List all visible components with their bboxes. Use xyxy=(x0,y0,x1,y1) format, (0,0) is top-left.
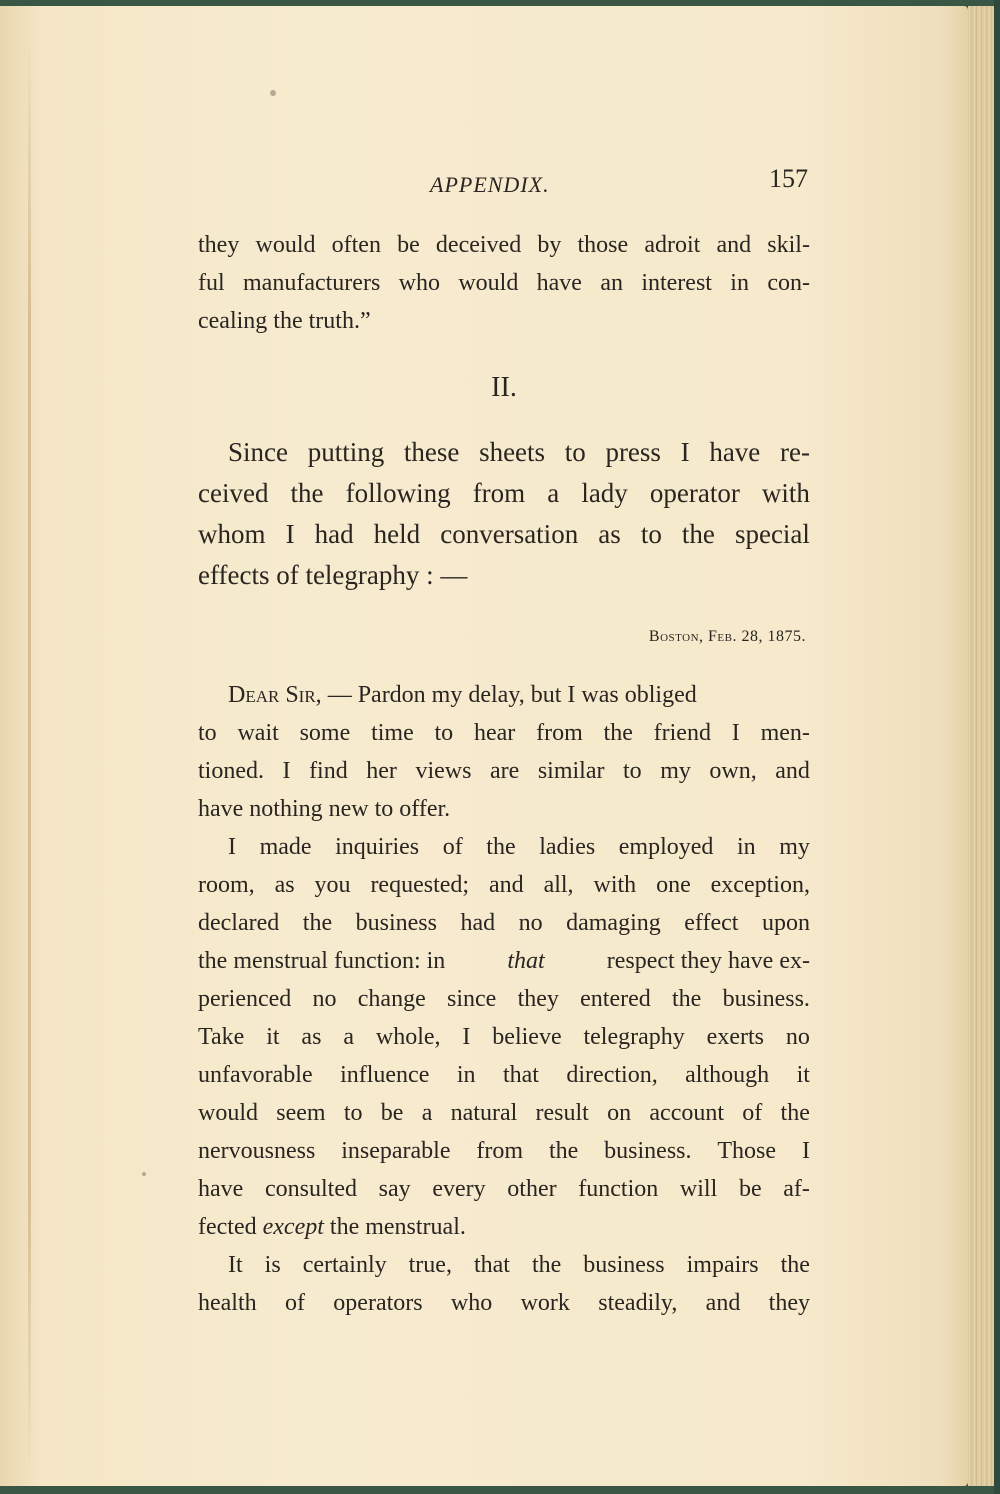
ink-speck xyxy=(142,1172,146,1176)
text-line: declared the business had no damaging effect upon xyxy=(198,910,810,936)
text-line: I made inquiries of the ladies employed in my xyxy=(228,834,810,860)
text-line: ceived the following from a lady operator with xyxy=(198,478,810,508)
text-line: It is certainly true, that the business impairs the xyxy=(228,1252,810,1278)
page-gutter-shadow xyxy=(28,36,31,1476)
section-heading: II. xyxy=(491,372,517,403)
text-line: nervousness inseparable from the business. Those I xyxy=(198,1138,810,1164)
text-line: health of operators who work steadily, and they xyxy=(198,1290,810,1316)
text-line: have consulted say every other function will be af- xyxy=(198,1176,810,1202)
text-line: have nothing new to offer. xyxy=(198,796,451,822)
paragraph-continuation xyxy=(198,226,810,340)
text-line xyxy=(198,942,810,980)
text-span: — Pardon my delay, but I was obliged xyxy=(327,682,697,708)
text-line: they would often be deceived by those adroit and skil- xyxy=(198,232,810,258)
text-line: Since putting these sheets to press I have re- xyxy=(228,437,810,467)
text-line: tioned. I find her views are similar to my own, and xyxy=(198,758,810,784)
text-line: cealing the truth.” xyxy=(198,308,371,334)
paragraph-intro xyxy=(198,432,810,596)
text-line xyxy=(198,676,810,714)
letter-paragraph-2 xyxy=(198,828,810,1246)
ink-speck xyxy=(270,90,276,96)
text-span: the menstrual function: in xyxy=(198,948,446,974)
page-text xyxy=(198,160,810,1322)
text-span: the menstrual. xyxy=(329,1214,466,1240)
text-line: room, as you requested; and all, with one exception, xyxy=(198,872,810,898)
running-title: APPENDIX. xyxy=(430,172,550,197)
letter-salutation: Dear Sir, xyxy=(228,682,322,708)
text-span: fected xyxy=(198,1214,257,1240)
text-line: perienced no change since they entered the business. xyxy=(198,986,810,1012)
text-line: to wait some time to hear from the friend I men- xyxy=(198,720,810,746)
text-line: effects of telegraphy : — xyxy=(198,560,468,590)
text-line: ful manufacturers who would have an interest in con- xyxy=(198,270,810,296)
text-line: would seem to be a natural result on account of the xyxy=(198,1100,810,1126)
text-line xyxy=(198,1208,810,1246)
emphasis-text: that xyxy=(507,948,545,974)
text-line: whom I had held conversation as to the special xyxy=(198,519,810,549)
letter-dateline: Boston, Feb. 28, 1875. xyxy=(648,628,806,645)
letter-paragraph-1 xyxy=(198,676,810,828)
text-line: Take it as a whole, I believe telegraphy exerts no xyxy=(198,1024,810,1050)
cover-edge xyxy=(994,0,1000,1494)
emphasis-text: except xyxy=(262,1214,324,1240)
text-line: unfavorable influence in that direction, although it xyxy=(198,1062,810,1088)
running-head xyxy=(198,160,810,206)
text-span: respect they have ex- xyxy=(606,948,810,974)
letter-paragraph-3 xyxy=(198,1246,810,1322)
page-number: 157 xyxy=(769,164,808,193)
